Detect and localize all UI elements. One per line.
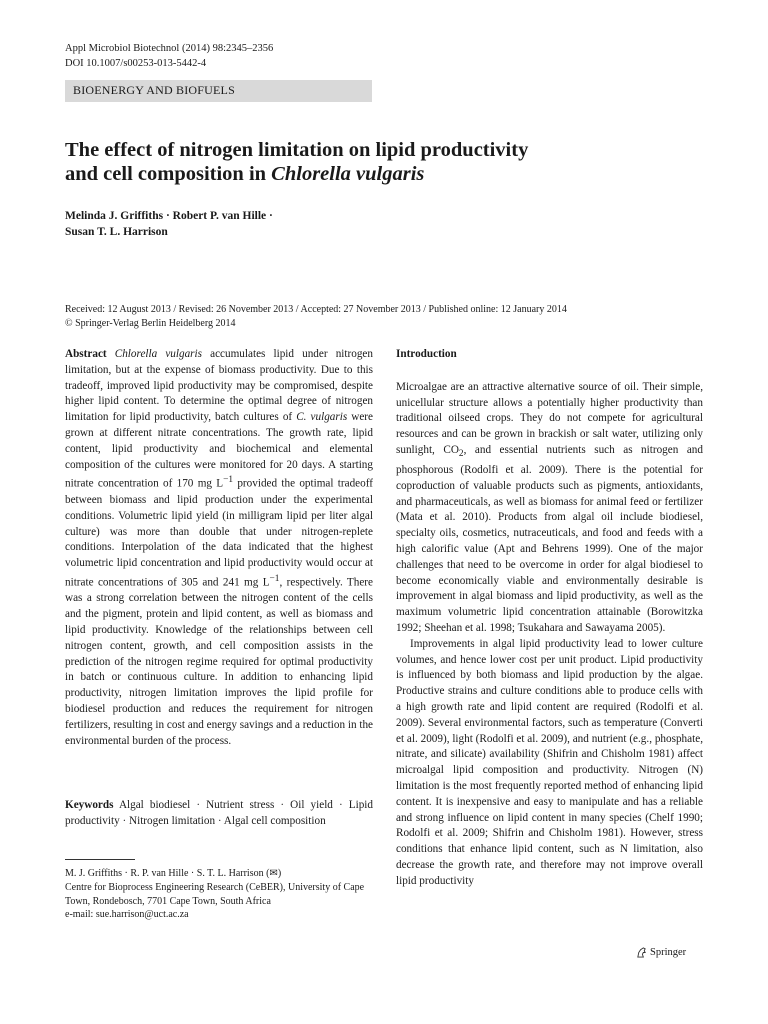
footnote-rule (65, 859, 135, 860)
publisher-logo (636, 947, 686, 958)
introduction (396, 347, 703, 890)
keywords-list: Algal biodiesel · Nutrient stress · Oil yield · Lipid productivity · Nitrogen limitation · Algal cell composition (65, 799, 373, 827)
springer-horse-icon (636, 947, 647, 958)
abstract-part-1: accumulates lipid under nitrogen limitation, but at the expense of biomass productivity. Due to this tradeoff, improved lipid productivity may be compromised, despite higher lipid content. To determine the optimal degree of nitrogen limitation for lipid productivity, batch cultures of (65, 348, 373, 424)
title-line-2 (65, 162, 665, 186)
abstract (65, 347, 373, 749)
intro-paragraph-2: Improvements in algal lipid productivity lead to lower culture volumes, and hence lower cost per unit product. Lipid productivity is influenced by both biomass and lipid production by the algae. Productive strains and culture conditions able to produce cells with a high growth rate and lipid content are required (Rodolfi et al. 2009). Several environmental factors, such as temperature (Converti et al. 2009), light (Rodolfi et al. 2009), and nutrient (e.g., phosphate, nitrate, and silicate) availability (Shifrin and Chisholm 1981) affect microalgal lipid composition and productivity. Nitrogen (N) limitation is the most frequently reported method of enhancing lipid content. It is inexpensive and easy to manipulate and has a reliable and strong influence on lipid content in many species (Chelf 1990; Rodolfi et al. 2009; Shifrin and Chisholm 1981). However, stress conditions that enhance lipid content, such as N limitation, also decrease the growth rate, and therefore may not improve overall lipid productivity (396, 637, 703, 887)
abstract-part-3: provided the optimal tradeoff between biomass and lipid production under the experimental conditions. Volumetric lipid yield (in milligram lipid per liter algal culture) was more than double that under nitrogen-replete conditions. Interpolation of the data indicated that the highest volumetric lipid concentration and lipid productivity would occur at nitrate concentrations of 305 and 241 mg L (65, 478, 373, 589)
keywords (65, 798, 373, 830)
authors-line-2: Susan T. L. Harrison (65, 226, 168, 238)
article-dates (65, 303, 705, 331)
abstract-label: Abstract (65, 348, 107, 360)
affiliation-names: M. J. Griffiths · R. P. van Hille · S. T. L. Harrison (✉) (65, 868, 282, 879)
abstract-species: Chlorella vulgaris (114, 348, 202, 360)
title-line-2-text: and cell composition in (65, 163, 272, 185)
copyright: © Springer-Verlag Berlin Heidelberg 2014 (65, 318, 236, 329)
intro-p1-b: , and essential nutrients such as nitrogen and phosphorous (Rodolfi et al. 2009). There is the potential for coproduction of valuable products such as pigments, antioxidants, and pharmaceuticals, as well as biomass for animal feed or fertilizer (Mata et al. 2010). Products from algal oil include biodiesel, specialty oils, cosmetics, nutraceuticals, and food and feeds with a high calorific value (Apt and Behrens 1999). One of the major challenges that need to be overcome in order for algal biodiesel to become economically viable and environmentally desirable is improvement in algal biomass and lipid productivity, as well as the maximum volumetric lipid concentration attainable (Borowitzka 1992; Sheehan et al. 1998; Tsukahara and Sawayama 2005). (396, 443, 703, 634)
affiliation-email: e-mail: sue.harrison@uct.ac.za (65, 909, 189, 921)
authors-line-1: Melinda J. Griffiths · Robert P. van Hille · (65, 210, 273, 222)
title-species: Chlorella vulgaris (271, 163, 425, 185)
co2-subscript: 2 (458, 449, 464, 460)
section-band (65, 80, 372, 102)
abstract-text (65, 347, 373, 749)
author-list (65, 208, 273, 240)
intro-p1-a: Microalgae are an attractive alternative source of oil. Their simple, unicellular structure allows a potentially higher productivity than traditional oilseed crops. They do not compete for agricultural resources and can be grown in brackish or salt water, utilizing only sunlight, CO (396, 380, 703, 456)
abstract-species-short: C. vulgaris (296, 411, 348, 424)
paper-title (65, 138, 665, 186)
affiliation (65, 867, 373, 922)
keywords-text (65, 798, 373, 830)
affiliation-address: Centre for Bioprocess Engineering Research (CeBER), University of Cape Town, Rondebosch, 7701 Cape Town, South Africa (65, 881, 365, 907)
abstract-part-4: , respectively. There was a strong correlation between the nitrogen content of the cells and the pigment, protein and lipid content, as well as biomass and lipid productivity. Knowledge of the relationships between cell nitrogen content, growth, and cell composition assists in the prediction of the nitrogen regime required for optimal productivity in batch or continuous culture. In addition to enhancing lipid productivity, nitrogen limitation improves the lipid profile for biodiesel production and reduces the requirement for nitrogen fertilizers, resulting in cost and energy savings and a reduction in the environmental burden of the process. (65, 576, 373, 747)
journal-header (65, 41, 273, 71)
title-line-1: The effect of nitrogen limitation on lipid productivity (65, 139, 529, 161)
journal-citation: Appl Microbiol Biotechnol (2014) 98:2345–2356 (65, 43, 274, 54)
abstract-sup-1: −1 (223, 475, 234, 486)
journal-doi: DOI 10.1007/s00253-013-5442-4 (65, 58, 207, 69)
abstract-sup-2: −1 (269, 573, 280, 584)
section-label: BIOENERGY AND BIOFUELS (73, 83, 235, 97)
introduction-heading: Introduction (396, 348, 457, 360)
keywords-label: Keywords (65, 799, 114, 811)
publisher-name: Springer (650, 947, 687, 958)
abstract-part-2: were grown at different nitrate concentrations. The growth rate, lipid content, lipid productivity and biochemical and elemental composition of the cultures were monitored for 20 days. A starting nitrate concentration of 170 mg L (65, 411, 373, 491)
received-dates: Received: 12 August 2013 / Revised: 26 November 2013 / Accepted: 27 November 2013 / Published online: 12 January 2014 (65, 304, 567, 315)
intro-paragraph-1 (396, 380, 703, 637)
